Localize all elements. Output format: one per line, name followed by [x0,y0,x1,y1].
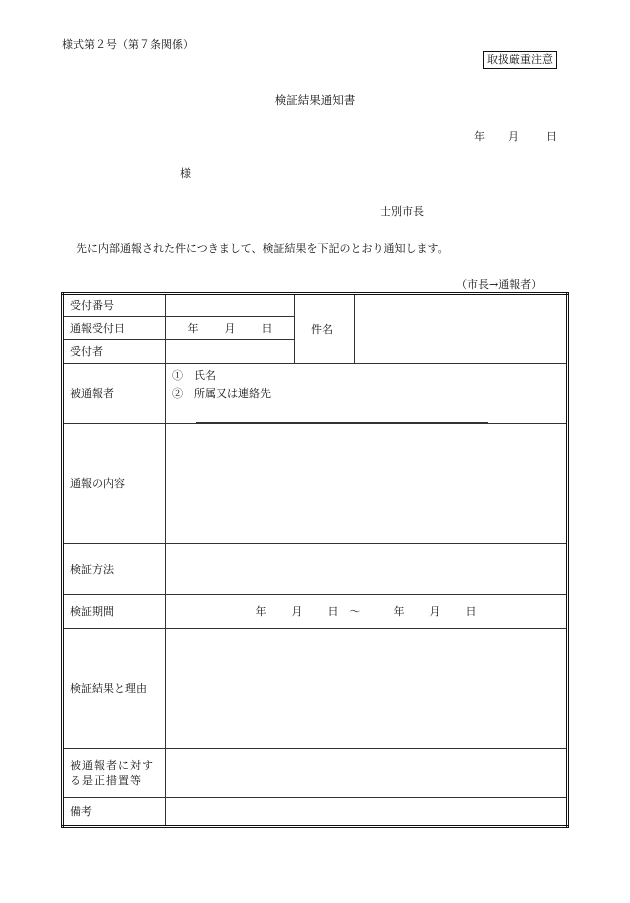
document-title: 検証結果通知書 [274,93,356,107]
period-label: 検証期間 [63,595,166,629]
period-year-1: 年 [255,605,267,618]
issuer: 士別市長 [380,205,424,218]
reception-date-day: 日 [261,321,273,335]
receiver-label: 受付者 [63,340,166,364]
accused-name-item: ① 氏名 [172,369,216,382]
accused-write-line [196,404,488,423]
accused-label: 被通報者 [63,364,166,424]
issue-date-year: 年 [474,130,485,143]
body-text: 先に内部通報された件につきまして、検証結果を下記のとおり通知します。 [76,242,449,255]
content-label: 通報の内容 [63,424,166,544]
reception-number-label: 受付番号 [63,294,166,317]
reception-date-value[interactable] [166,317,295,340]
period-value[interactable] [166,595,568,629]
issue-date-day: 日 [546,130,557,143]
reception-date-label: 通報受付日 [63,317,166,340]
confidential-stamp: 取扱厳重注意 [483,51,557,69]
period-day-2: 日 [465,605,477,618]
period-month-1: 月 [291,605,303,618]
remarks-value[interactable] [166,798,568,827]
period-month-2: 月 [429,605,441,618]
subject-label: 件名 [295,294,355,364]
corrective-label: 被通報者に対する是正措置等 [63,749,166,798]
reception-number-value[interactable] [166,294,295,317]
issue-date-month: 月 [508,130,519,143]
corrective-value[interactable] [166,749,568,798]
content-value[interactable] [166,424,568,544]
issue-date [474,128,557,144]
direction-note: （市長→通報者） [456,278,543,291]
method-value[interactable] [166,544,568,595]
period-tilde: ～ [349,605,361,618]
period-year-2: 年 [393,605,405,618]
reception-date-month: 月 [224,321,236,335]
addressee-suffix: 様 [180,167,191,180]
remarks-label: 備考 [63,798,166,827]
method-label: 検証方法 [63,544,166,595]
form-number: 様式第２号（第７条関係） [62,38,194,51]
reception-date-year: 年 [187,321,199,335]
result-form-table [61,292,569,828]
period-day-1: 日 [327,605,339,618]
subject-value[interactable] [355,294,568,364]
result-label: 検証結果と理由 [63,629,166,749]
accused-value[interactable] [166,364,568,424]
result-value[interactable] [166,629,568,749]
receiver-value[interactable] [166,340,295,364]
accused-affiliation-item: ② 所属又は連絡先 [172,387,271,400]
